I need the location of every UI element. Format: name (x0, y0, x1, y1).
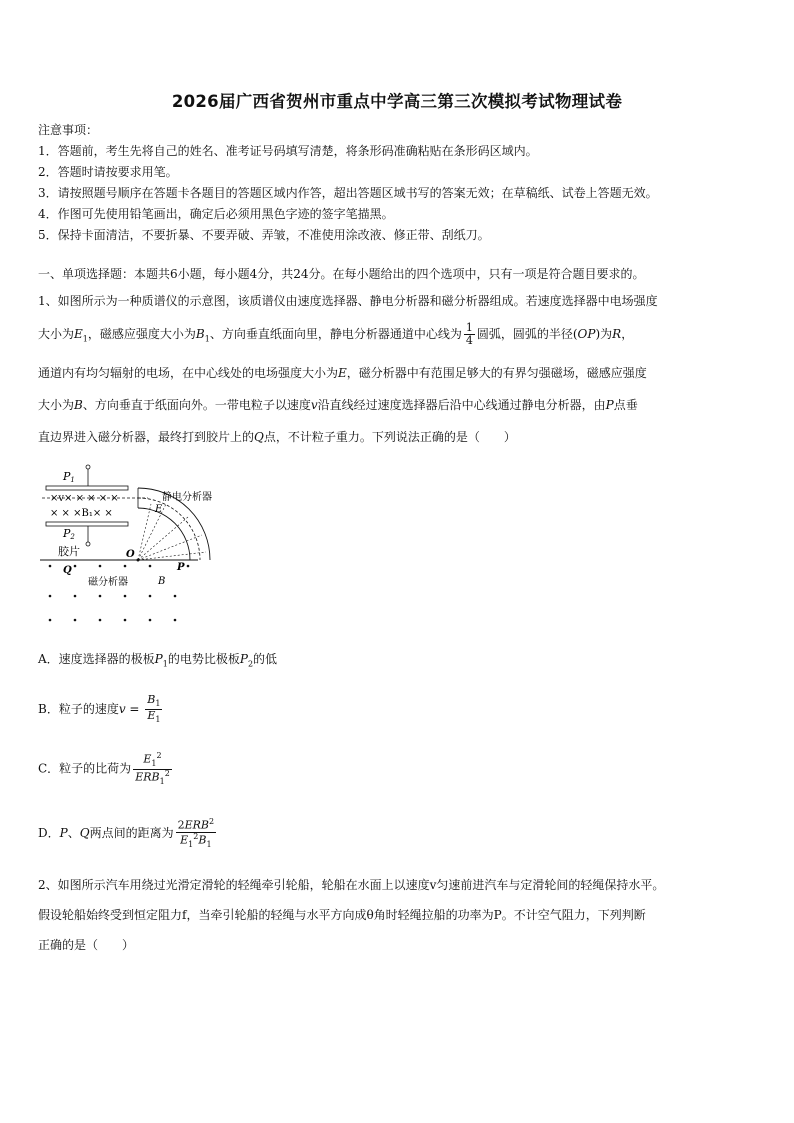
static-analyzer-label: 静电分析器 (162, 492, 212, 503)
q1-line3: 通道内有均匀辐射的电场，在中心线处的电场强度大小为E，磁分析器中有范围足够大的有界匀强磁场，磁感应强度 (38, 366, 647, 380)
option-a: A．速度选择器的极板$P_1$的电势比极板$P_2$的低 (38, 652, 278, 669)
note-item: 4．作图可先使用铅笔画出，确定后必须用黑色字迹的签字笔描黑。 (38, 207, 394, 221)
q2-line2: 假设轮船始终受到恒定阻力f，当牵引轮船的轻绳与水平方向成θ角时轻绳拉船的功率为P。不计空气阻力，下列判断 (38, 908, 646, 922)
p-point-label: P (177, 562, 185, 573)
option-c: C．粒子的比荷为 $\frac{E_1^2}{ERB_1^2}$ (38, 751, 170, 786)
q1-line5: 直边界进入磁分析器，最终打到胶片上的Q点，不计粒子重力。下列说法正确的是（ ） (38, 430, 516, 444)
p1-label: P1 (63, 470, 75, 484)
note-item: 2．答题时请按要求用笔。 (38, 165, 178, 179)
q1-line1: 1、如图所示为一种质谱仪的示意图，该质谱仪由速度选择器、静电分析器和磁分析器组成。若速度选择器中电场强度 (38, 294, 658, 308)
mass-spectrometer-figure (38, 460, 258, 630)
option-b: B．粒子的速度v = $\frac{B_1}{E_1}$ (38, 693, 161, 725)
option-d: D．P、Q两点间的距离为 $\frac{2ERB^2}{E_1^2B_1}$ (38, 817, 215, 849)
q-point-label: Q (63, 565, 72, 576)
plate-p1 (46, 486, 128, 490)
e-label: E (155, 504, 163, 515)
magnetic-analyzer-label: 磁分析器 (88, 577, 128, 588)
field-row-2: × × ×B₁× × (50, 508, 113, 519)
plate-p2 (46, 522, 128, 526)
film-label: 胶片 (58, 545, 80, 558)
q2-line1: 2、如图所示汽车用绕过光滑定滑轮的轻绳牵引轮船，轮船在水面上以速度v匀速前进汽车与定滑轮间的轻绳保持水平。 (38, 878, 665, 892)
page-title: 2026届广西省贺州市重点中学高三第三次模拟考试物理试卷 (171, 92, 623, 111)
note-item: 3．请按照题号顺序在答题卡各题目的答题区域内作答，超出答题区域书写的答案无效；在草稿纸、试卷上答题无效。 (38, 186, 658, 200)
notes-heading: 注意事项： (38, 123, 99, 137)
field-row-1: ×v× × × × × (50, 493, 119, 504)
q2-line3: 正确的是（ ） (38, 938, 135, 952)
note-item: 5．保持卡面清洁，不要折暴、不要弄破、弄皱，不准使用涂改液、修正带、刮纸刀。 (38, 228, 490, 242)
section-heading: 一、单项选择题：本题共6小题，每小题4分，共24分。在每小题给出的四个选项中，只有一项是符合题目要求的。 (38, 267, 645, 281)
p2-label: P2 (63, 527, 75, 541)
q1-line4: 大小为B、方向垂直于纸面向外。一带电粒子以速度v沿直线经过速度选择器后沿中心线通过静电分析器，由P点垂 (38, 398, 638, 412)
q1-line2: 大小为$E_1$，磁感应强度大小为$B_1$、方向垂直纸面向里，静电分析器通道中心线为 $\frac{1}{4}$ 圆弧，圆弧的半径(OP)为R， (38, 321, 634, 348)
note-item: 1．答题前，考生先将自己的姓名、准考证号码填写清楚，将条形码准确粘贴在条形码区域内。 (38, 144, 538, 158)
b-label: B (158, 576, 166, 587)
o-label: O (126, 549, 135, 560)
